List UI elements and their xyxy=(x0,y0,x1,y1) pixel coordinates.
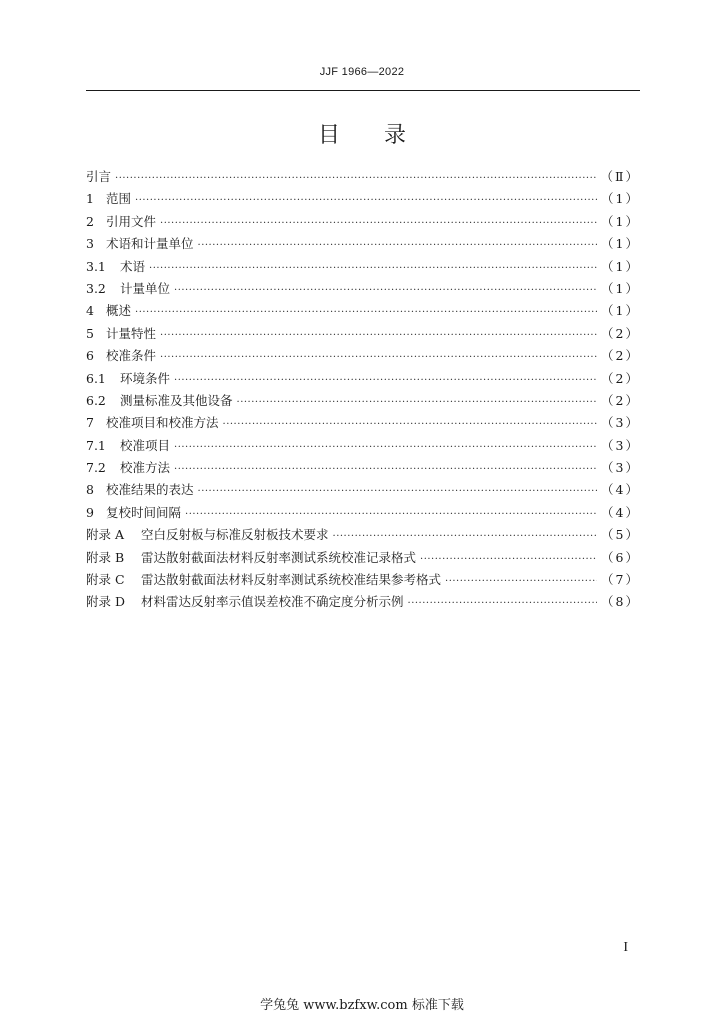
toc-entry-number: 7.2 xyxy=(86,460,106,476)
toc-entry-page: （2） xyxy=(601,348,640,364)
toc-entry[interactable] xyxy=(86,212,640,234)
toc-dot-leader xyxy=(223,419,598,430)
toc-dot-leader xyxy=(408,598,598,609)
toc-entry[interactable] xyxy=(86,503,640,525)
toc-entry-page: （7） xyxy=(601,572,640,588)
toc-entry-label: 概述 xyxy=(106,303,132,319)
toc-dot-leader xyxy=(115,173,596,184)
toc-entry-number: 附录 C xyxy=(86,572,125,588)
toc-entry[interactable] xyxy=(86,525,640,547)
toc-entry-label: 引言 xyxy=(86,169,112,184)
toc-entry-label: 引用文件 xyxy=(106,213,157,229)
toc-entry-page: （2） xyxy=(601,325,640,341)
toc-dot-leader xyxy=(237,397,598,408)
toc-entry[interactable] xyxy=(86,189,640,211)
toc-entry[interactable] xyxy=(86,324,640,346)
toc-entry-page: （3） xyxy=(601,437,640,453)
toc-entry[interactable] xyxy=(86,548,640,570)
toc-entry-page: （1） xyxy=(601,213,640,229)
toc-entry-number: 2 xyxy=(86,213,94,229)
standard-code-header: JJF 1966—2022 xyxy=(319,66,405,78)
toc-entry-page: （5） xyxy=(601,527,640,543)
toc-dot-leader xyxy=(160,330,597,341)
toc-entry-number: 3.2 xyxy=(86,280,106,296)
toc-dot-leader xyxy=(445,576,597,587)
toc-dot-leader xyxy=(185,509,597,520)
toc-entry-page: （3） xyxy=(601,460,640,476)
toc-entry[interactable] xyxy=(86,391,640,413)
toc-entry-label: 测量标准及其他设备 xyxy=(120,392,233,408)
toc-entry-label: 计量特性 xyxy=(106,325,157,341)
toc-dot-leader xyxy=(174,285,597,296)
toc-entry-number: 6.2 xyxy=(86,392,106,408)
toc-entry-label: 计量单位 xyxy=(120,280,171,296)
toc-dot-leader xyxy=(160,352,597,363)
toc-entry-number: 3 xyxy=(86,236,94,252)
toc-entry-label: 术语 xyxy=(120,258,146,274)
toc-entry[interactable] xyxy=(86,257,640,279)
toc-entry-page: （Ⅱ） xyxy=(600,169,640,184)
toc-entry-page: （2） xyxy=(601,392,640,408)
toc-entry-page: （8） xyxy=(601,594,640,610)
toc-entry-label: 校准结果的表达 xyxy=(106,482,194,498)
toc-entry-number: 附录 B xyxy=(86,549,125,565)
toc-entry-label: 空白反射板与标准反射板技术要求 xyxy=(141,527,329,543)
page-number: I xyxy=(623,940,628,955)
toc-entry-page: （6） xyxy=(601,549,640,565)
toc-entry[interactable] xyxy=(86,234,640,256)
table-of-contents xyxy=(86,167,640,615)
toc-entry-page: （1） xyxy=(601,236,640,252)
toc-dot-leader xyxy=(198,240,598,251)
toc-entry[interactable] xyxy=(86,369,640,391)
toc-entry-page: （3） xyxy=(601,415,640,431)
toc-entry[interactable] xyxy=(86,167,640,189)
toc-dot-leader xyxy=(333,531,598,542)
toc-dot-leader xyxy=(198,486,598,497)
toc-entry-number: 4 xyxy=(86,303,94,319)
watermark-footer: 学兔兔 www.bzfxw.com 标准下载 xyxy=(260,998,464,1013)
toc-entry-label: 校准项目 xyxy=(120,437,171,453)
toc-dot-leader xyxy=(420,554,597,565)
toc-entry-label: 环境条件 xyxy=(120,370,171,386)
toc-entry-page: （1） xyxy=(601,303,640,319)
toc-dot-leader xyxy=(174,464,597,475)
toc-dot-leader xyxy=(135,307,597,318)
toc-entry-number: 6.1 xyxy=(86,370,106,386)
toc-entry-label: 范围 xyxy=(106,191,132,207)
toc-entry-label: 校准项目和校准方法 xyxy=(106,415,219,431)
toc-entry[interactable] xyxy=(86,570,640,592)
toc-dot-leader xyxy=(160,218,597,229)
toc-entry[interactable] xyxy=(86,458,640,480)
toc-entry-page: （1） xyxy=(601,191,640,207)
toc-entry-number: 8 xyxy=(86,482,94,498)
toc-entry-label: 术语和计量单位 xyxy=(106,236,194,252)
toc-entry-number: 5 xyxy=(86,325,94,341)
toc-entry-number: 1 xyxy=(86,191,94,207)
toc-entry-number: 附录 A xyxy=(86,527,125,543)
toc-entry-label: 材料雷达反射率示值误差校准不确定度分析示例 xyxy=(141,594,404,610)
toc-entry[interactable] xyxy=(86,279,640,301)
toc-dot-leader xyxy=(149,263,597,274)
header-rule xyxy=(86,90,640,91)
toc-dot-leader xyxy=(174,375,597,386)
toc-entry-label: 雷达散射截面法材料反射率测试系统校准记录格式 xyxy=(141,549,417,565)
toc-entry[interactable] xyxy=(86,413,640,435)
toc-entry-number: 9 xyxy=(86,504,94,520)
toc-dot-leader xyxy=(135,195,597,206)
toc-entry-number: 7 xyxy=(86,415,94,431)
toc-entry-number: 3.1 xyxy=(86,258,106,274)
toc-entry-page: （4） xyxy=(601,504,640,520)
toc-entry-label: 校准方法 xyxy=(120,460,171,476)
toc-entry-label: 复校时间间隔 xyxy=(106,504,182,520)
toc-entry-number: 7.1 xyxy=(86,437,106,453)
page-title: 目录 xyxy=(317,123,450,148)
toc-entry-label: 雷达散射截面法材料反射率测试系统校准结果参考格式 xyxy=(141,572,442,588)
toc-dot-leader xyxy=(174,442,597,453)
toc-entry[interactable] xyxy=(86,592,640,614)
toc-entry-page: （4） xyxy=(601,482,640,498)
toc-entry-number: 6 xyxy=(86,348,94,364)
toc-entry[interactable] xyxy=(86,346,640,368)
toc-entry-page: （2） xyxy=(601,370,640,386)
toc-entry-page: （1） xyxy=(601,258,640,274)
toc-entry-page: （1） xyxy=(601,280,640,296)
toc-entry-number: 附录 D xyxy=(86,594,125,610)
toc-entry-label: 校准条件 xyxy=(106,348,157,364)
toc-entry[interactable] xyxy=(86,301,640,323)
toc-entry[interactable] xyxy=(86,436,640,458)
toc-entry[interactable] xyxy=(86,480,640,502)
